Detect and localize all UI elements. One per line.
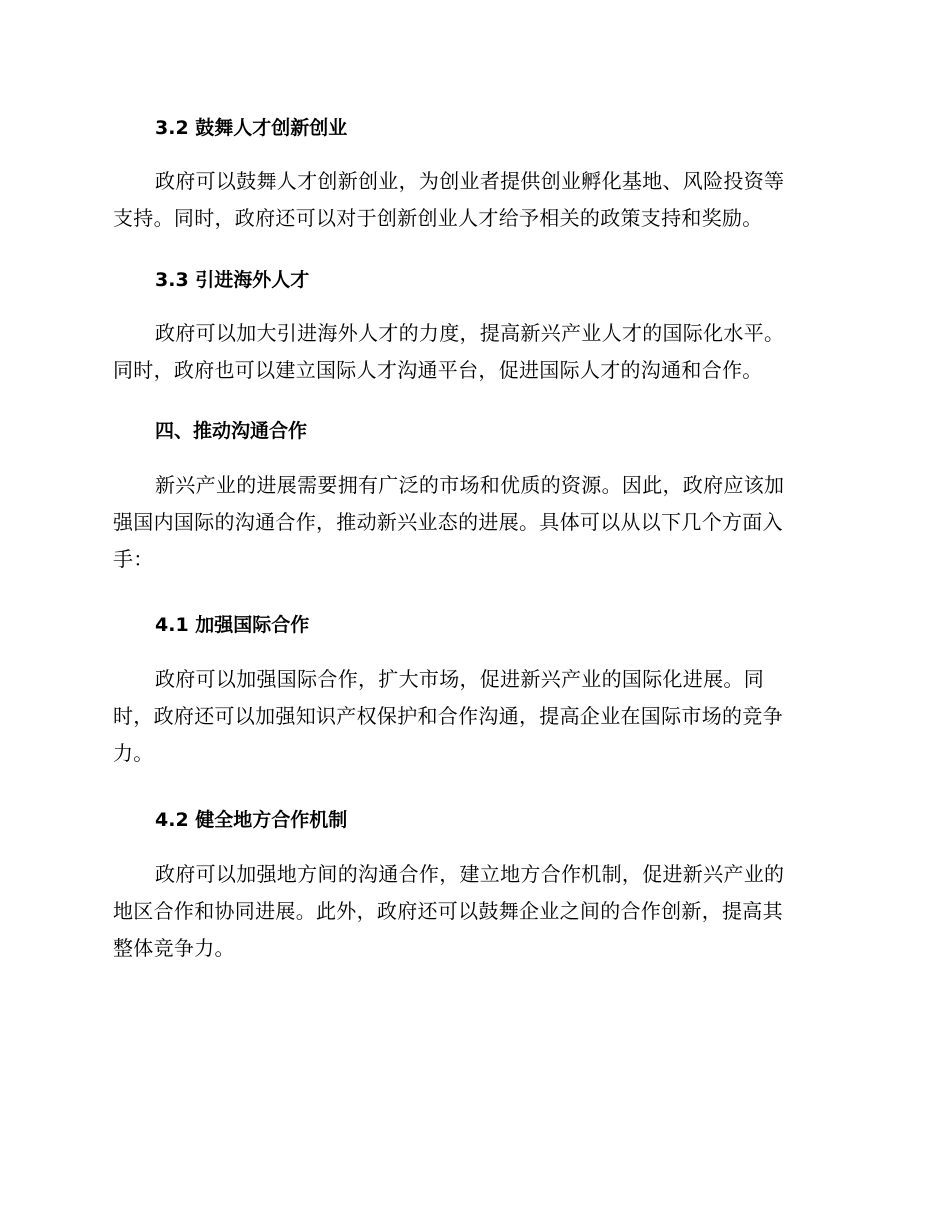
section-heading-3-2: 3.2 鼓舞人才创新创业 xyxy=(155,117,348,139)
paragraph-line: 强国内国际的沟通合作，推动新兴业态的进展。具体可以从以下几个方面入 xyxy=(113,510,783,534)
section-heading-3-3: 3.3 引进海外人才 xyxy=(155,269,310,291)
paragraph-line: 整体竞争力。 xyxy=(113,936,235,960)
section-paragraph-3-3 xyxy=(113,315,831,389)
paragraph-line: 支持。同时，政府还可以对于创新创业人才给予相关的政策支持和奖励。 xyxy=(113,206,763,230)
section-paragraph-4 xyxy=(113,467,831,578)
paragraph-line: 政府可以加强地方间的沟通合作，建立地方合作机制，促进新兴产业的 xyxy=(155,862,785,886)
section-paragraph-4-2 xyxy=(113,856,831,967)
section-heading-4-1: 4.1 加强国际合作 xyxy=(155,614,310,636)
paragraph-line: 力。 xyxy=(113,741,154,765)
paragraph-line: 同时，政府也可以建立国际人才沟通平台，促进国际人才的沟通和合作。 xyxy=(113,358,763,382)
section-paragraph-3-2 xyxy=(113,163,831,237)
section-heading-4: 四、推动沟通合作 xyxy=(155,420,308,442)
paragraph-line: 政府可以加大引进海外人才的力度，提高新兴产业人才的国际化水平。 xyxy=(155,321,785,345)
paragraph-line: 手： xyxy=(113,547,154,571)
section-heading-4-2: 4.2 健全地方合作机制 xyxy=(155,809,348,831)
paragraph-line: 政府可以鼓舞人才创新创业，为创业者提供创业孵化基地、风险投资等 xyxy=(155,169,785,193)
paragraph-line: 时，政府还可以加强知识产权保护和合作沟通，提高企业在国际市场的竞争 xyxy=(113,704,783,728)
paragraph-line: 政府可以加强国际合作，扩大市场，促进新兴产业的国际化进展。同 xyxy=(155,667,764,691)
paragraph-line: 新兴产业的进展需要拥有广泛的市场和优质的资源。因此，政府应该加 xyxy=(155,473,785,497)
section-paragraph-4-1 xyxy=(113,661,831,772)
paragraph-line: 地区合作和协同进展。此外，政府还可以鼓舞企业之间的合作创新，提高其 xyxy=(113,899,783,923)
